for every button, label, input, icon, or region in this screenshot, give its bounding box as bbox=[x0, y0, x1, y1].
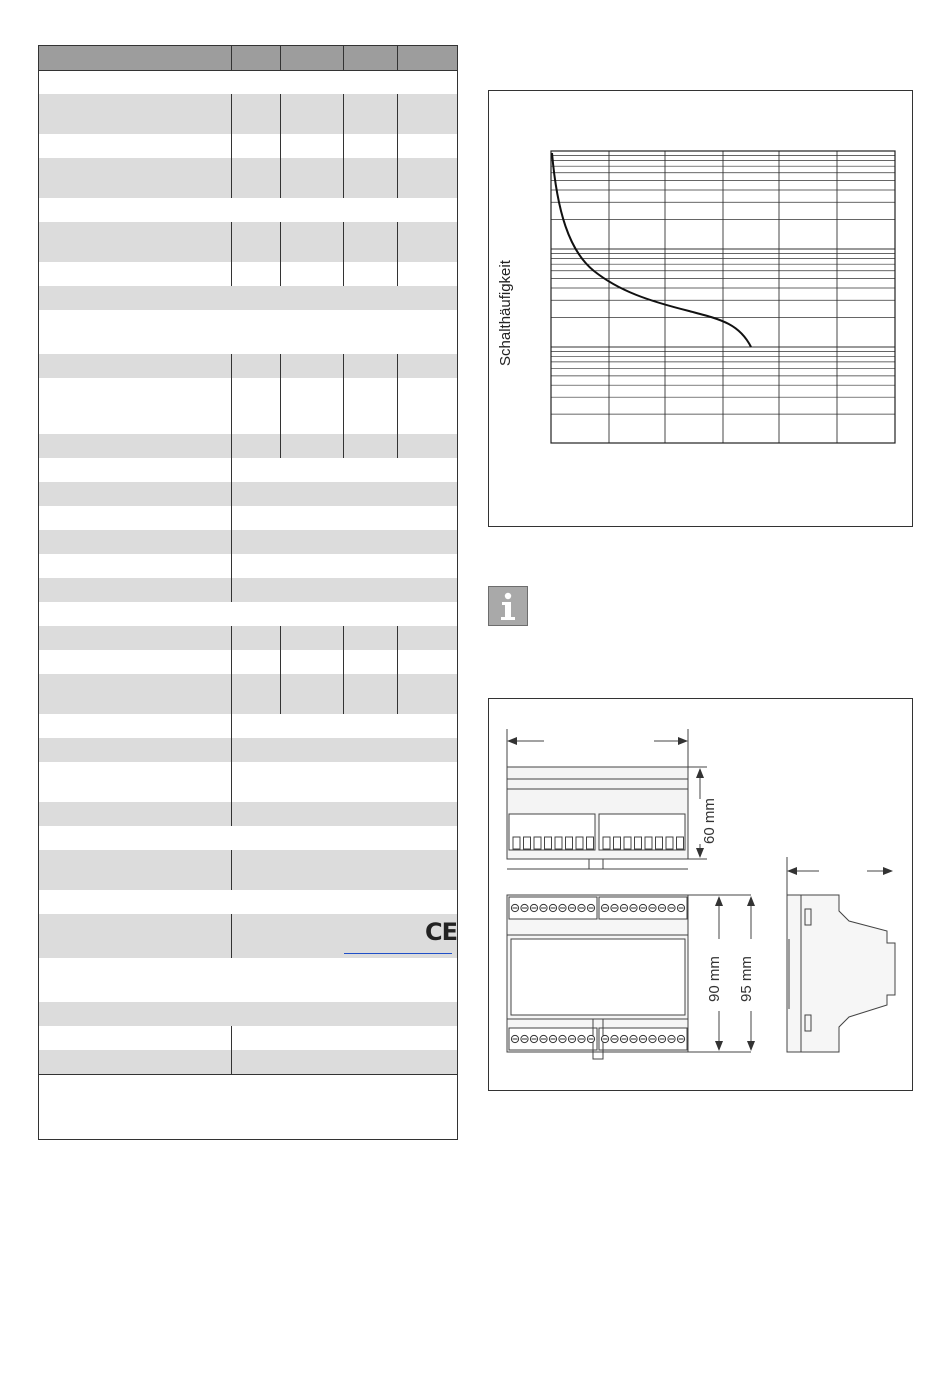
column-divider bbox=[231, 914, 232, 958]
terminal-slot bbox=[534, 837, 541, 849]
column-divider bbox=[231, 738, 232, 762]
table-row bbox=[39, 222, 457, 262]
table-row bbox=[39, 738, 457, 762]
column-divider bbox=[343, 378, 344, 434]
column-divider bbox=[231, 762, 232, 802]
terminal-slot bbox=[513, 837, 520, 849]
switching-frequency-chart bbox=[489, 91, 914, 528]
terminal-slot bbox=[624, 837, 631, 849]
column-divider bbox=[343, 222, 344, 262]
terminal-slot bbox=[576, 837, 583, 849]
chart-frame bbox=[488, 90, 913, 527]
column-divider bbox=[231, 674, 232, 714]
terminal-slot bbox=[677, 837, 684, 849]
table-row bbox=[39, 1050, 457, 1074]
chart-grid bbox=[551, 151, 895, 443]
column-divider bbox=[397, 650, 398, 674]
column-divider bbox=[343, 46, 344, 70]
column-divider bbox=[231, 94, 232, 134]
column-divider bbox=[231, 530, 232, 554]
ce-mark: CE bbox=[425, 918, 458, 946]
column-divider bbox=[231, 802, 232, 826]
column-divider bbox=[280, 262, 281, 286]
column-divider bbox=[231, 850, 232, 890]
terminal-slot bbox=[555, 837, 562, 849]
dim-60mm: 60 mm bbox=[701, 798, 718, 844]
column-divider bbox=[280, 674, 281, 714]
terminal-slot bbox=[545, 837, 552, 849]
column-divider bbox=[343, 354, 344, 378]
column-divider bbox=[343, 434, 344, 458]
column-divider bbox=[280, 650, 281, 674]
table-row bbox=[39, 482, 457, 506]
column-divider bbox=[397, 434, 398, 458]
column-divider bbox=[231, 222, 232, 262]
column-divider bbox=[397, 158, 398, 198]
column-divider bbox=[343, 158, 344, 198]
terminal-slot bbox=[666, 837, 673, 849]
series-line bbox=[552, 153, 751, 347]
table-header-row bbox=[39, 46, 457, 71]
terminal-slot bbox=[645, 837, 652, 849]
column-divider bbox=[231, 1050, 232, 1074]
table-row bbox=[39, 802, 457, 826]
link-underline[interactable] bbox=[344, 953, 452, 954]
info-icon bbox=[488, 586, 528, 626]
column-divider bbox=[231, 1026, 232, 1050]
column-divider bbox=[280, 626, 281, 650]
table-row bbox=[39, 958, 457, 1002]
table-row bbox=[39, 530, 457, 554]
column-divider bbox=[280, 222, 281, 262]
table-row bbox=[39, 826, 457, 850]
column-divider bbox=[343, 94, 344, 134]
table-row bbox=[39, 850, 457, 890]
spec-table bbox=[38, 45, 458, 1140]
column-divider bbox=[231, 482, 232, 506]
column-divider bbox=[343, 674, 344, 714]
table-row bbox=[39, 1002, 457, 1026]
column-divider bbox=[231, 714, 232, 738]
table-row bbox=[39, 94, 457, 134]
terminal-slot bbox=[614, 837, 621, 849]
table-row bbox=[39, 762, 457, 802]
dimension-drawing bbox=[489, 699, 914, 1092]
column-divider bbox=[343, 626, 344, 650]
table-row bbox=[39, 354, 457, 378]
table-row bbox=[39, 714, 457, 738]
column-divider bbox=[231, 626, 232, 650]
table-row bbox=[39, 914, 457, 958]
column-divider bbox=[397, 134, 398, 158]
table-row bbox=[39, 198, 457, 222]
column-divider bbox=[397, 354, 398, 378]
column-divider bbox=[231, 378, 232, 434]
table-row bbox=[39, 1026, 457, 1050]
terminal-slot bbox=[603, 837, 610, 849]
column-divider bbox=[231, 554, 232, 578]
column-divider bbox=[231, 650, 232, 674]
table-footer-divider bbox=[39, 1074, 457, 1075]
terminal-slot bbox=[524, 837, 531, 849]
table-row bbox=[39, 378, 457, 434]
terminal-slot bbox=[635, 837, 642, 849]
column-divider bbox=[231, 578, 232, 602]
column-divider bbox=[280, 158, 281, 198]
column-divider bbox=[231, 434, 232, 458]
column-divider bbox=[280, 434, 281, 458]
terminal-slot bbox=[587, 837, 594, 849]
terminal-slot bbox=[566, 837, 573, 849]
dim-95mm: 95 mm bbox=[738, 956, 755, 1002]
table-row bbox=[39, 134, 457, 158]
column-divider bbox=[231, 46, 232, 70]
table-row bbox=[39, 602, 457, 626]
column-divider bbox=[231, 354, 232, 378]
column-divider bbox=[231, 158, 232, 198]
column-divider bbox=[343, 262, 344, 286]
column-divider bbox=[231, 262, 232, 286]
terminal-slot bbox=[656, 837, 663, 849]
table-row bbox=[39, 458, 457, 482]
dimension-drawing-frame bbox=[488, 698, 913, 1091]
column-divider bbox=[231, 506, 232, 530]
table-row bbox=[39, 674, 457, 714]
table-row bbox=[39, 310, 457, 354]
table-row bbox=[39, 650, 457, 674]
column-divider bbox=[397, 262, 398, 286]
column-divider bbox=[231, 458, 232, 482]
table-row bbox=[39, 578, 457, 602]
column-divider bbox=[280, 134, 281, 158]
column-divider bbox=[397, 378, 398, 434]
table-row bbox=[39, 506, 457, 530]
column-divider bbox=[280, 354, 281, 378]
table-row bbox=[39, 554, 457, 578]
dim-90mm: 90 mm bbox=[706, 956, 723, 1002]
column-divider bbox=[397, 626, 398, 650]
y-axis-label: Schalthäufigkeit bbox=[497, 260, 514, 366]
table-row bbox=[39, 890, 457, 914]
table-row bbox=[39, 158, 457, 198]
column-divider bbox=[343, 134, 344, 158]
table-row bbox=[39, 626, 457, 650]
table-row bbox=[39, 70, 457, 94]
column-divider bbox=[280, 46, 281, 70]
column-divider bbox=[397, 46, 398, 70]
column-divider bbox=[280, 94, 281, 134]
table-row bbox=[39, 262, 457, 286]
column-divider bbox=[397, 94, 398, 134]
column-divider bbox=[280, 378, 281, 434]
table-row bbox=[39, 286, 457, 310]
column-divider bbox=[343, 650, 344, 674]
table-row bbox=[39, 434, 457, 458]
column-divider bbox=[397, 674, 398, 714]
column-divider bbox=[231, 134, 232, 158]
column-divider bbox=[397, 222, 398, 262]
